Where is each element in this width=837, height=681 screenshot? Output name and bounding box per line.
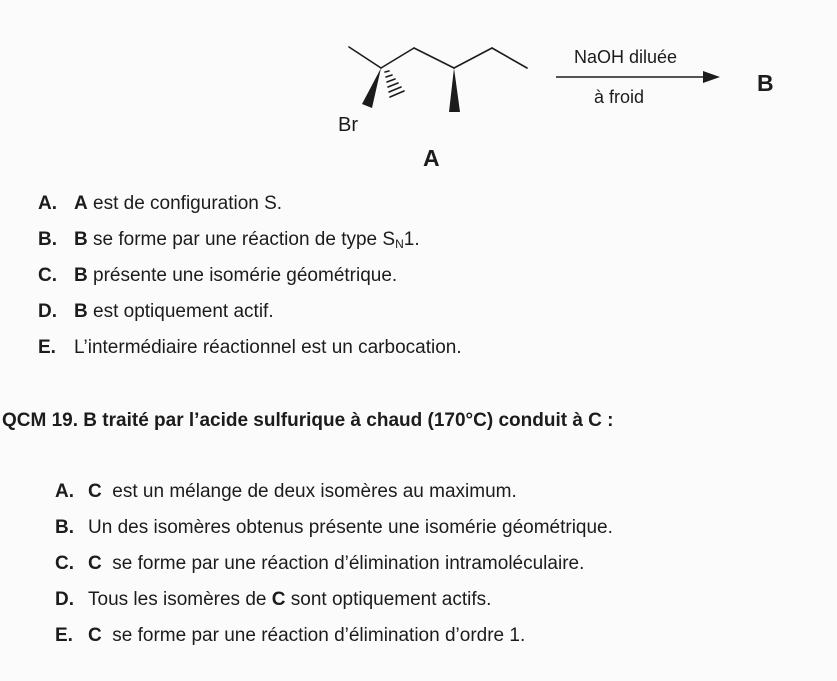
qcm19-title: QCM 19. B traité par l’acide sulfurique à chaud (170°C) conduit à C : bbox=[2, 410, 614, 431]
reaction-arrow-head bbox=[703, 71, 720, 83]
reaction-scheme bbox=[0, 0, 837, 190]
reagent-bottom: à froid bbox=[594, 87, 645, 107]
reagent-top: NaOH diluée bbox=[574, 47, 678, 67]
qcm18-option-d: D. B est optiquement actif. bbox=[38, 301, 274, 322]
qcm19-option-e: E. C se forme par une réaction d’élimination d’ordre 1. bbox=[55, 625, 526, 646]
atom-br: Br bbox=[338, 114, 358, 136]
qcm19-option-a: A. C est un mélange de deux isomères au maximum. bbox=[55, 481, 517, 502]
qcm18-option-a: A. A est de configuration S. bbox=[38, 193, 283, 214]
qcm18-option-c: C. B présente une isomérie géométrique. bbox=[38, 265, 398, 286]
reactant-label: A bbox=[423, 145, 440, 171]
qcm18-option-e: E. L’intermédiaire réactionnel est un carbocation. bbox=[38, 337, 462, 358]
wedge-bond-br bbox=[362, 68, 381, 108]
qcm19-option-d: D. Tous les isomères de C sont optiquement actifs. bbox=[55, 589, 492, 610]
qcm19-option-b: B. Un des isomères obtenus présente une isomérie géométrique. bbox=[55, 517, 613, 538]
wedge-bond-methyl bbox=[449, 68, 460, 112]
qcm19-option-c: C. C se forme par une réaction d’élimination intramoléculaire. bbox=[55, 553, 585, 574]
qcm18-option-b: B. B se forme par une réaction de type $S_N1$. bbox=[38, 229, 420, 251]
product-label: B bbox=[757, 70, 774, 96]
